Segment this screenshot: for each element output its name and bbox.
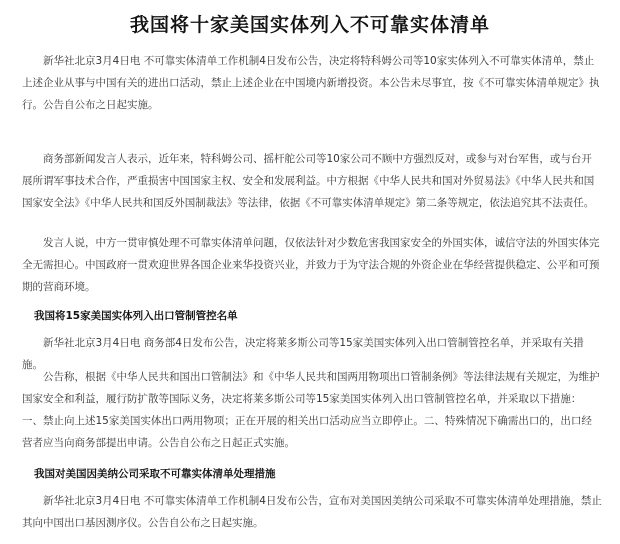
article-paragraph-2-block xyxy=(22,148,602,214)
section1-paragraph-2-block xyxy=(22,366,602,454)
article-title: 我国将十家美国实体列入不可靠实体清单 xyxy=(129,14,490,36)
section-heading-illumina: 我国对美国因美纳公司采取不可靠实体清单处理措施 xyxy=(34,468,276,480)
article-paragraph: 发言人说，中方一贯审慎处理不可靠实体清单问题，仅依法针对少数危害我国家安全的外国实体，诚信守法的外国实体完全无需担心。中国政府一贯欢迎世界各国企业来华投资兴业，并致力于为守法合规的外资企业在华经营提供稳定、公平和可预期的营商环境。 xyxy=(22,237,600,293)
section-heading-export-control: 我国将15家美国实体列入出口管制管控名单 xyxy=(34,310,238,322)
article-paragraph: 新华社北京3月4日电 不可靠实体清单工作机制4日发布公告，宣布对美国因美纳公司采取不可靠实体清单处理措施，禁止其向中国出口基因测序仪。公告自公布之日起实施。 xyxy=(22,495,602,529)
article-paragraph-1-block xyxy=(22,50,602,116)
article-paragraph: 商务部新闻发言人表示，近年来，特科姆公司、摇杆舵公司等10家公司不顾中方强烈反对，或参与对台军售，或与台开展所谓军事技术合作，严重损害中国国家主权、安全和发展利益。中方根据《中华人民共和国对外贸易法》《中华人民共和国国家安全法》《中华人民共和国反外国制裁法》等法律，依据《不可靠实体清单规定》第二条等规定，依法追究其不法责任。 xyxy=(22,153,595,209)
article-paragraph: 新华社北京3月4日电 商务部4日发布公告，决定将莱多斯公司等15家美国实体列入出口管制管控名单，并采取有关措施。 xyxy=(22,337,584,371)
article-paragraph: 公告称，根据《中华人民共和国出口管制法》和《中华人民共和国两用物项出口管制条例》等法律法规有关规定，为维护国家安全和利益，履行防扩散等国际义务，决定将莱多斯公司等15家美国实体列入出口管制管控名单，并采取以下措施：一、禁止向上述15家美国实体出口两用物项；正在开展的相关出口活动应当立即停止。二、特殊情况下确需出口的，出口经营者应当向商务部提出申请。公告自公布之日起正式实施。 xyxy=(22,371,600,449)
article-paragraph: 新华社北京3月4日电 不可靠实体清单工作机制4日发布公告，决定将特科姆公司等10家实体列入不可靠实体清单，禁止上述企业从事与中国有关的进出口活动，禁止上述企业在中国境内新增投资。本公告未尽事宜，按《不可靠实体清单规定》执行。公告自公布之日起实施。 xyxy=(22,55,600,111)
section2-paragraph-1-block xyxy=(22,490,602,534)
article-paragraph-3-block xyxy=(22,232,602,298)
